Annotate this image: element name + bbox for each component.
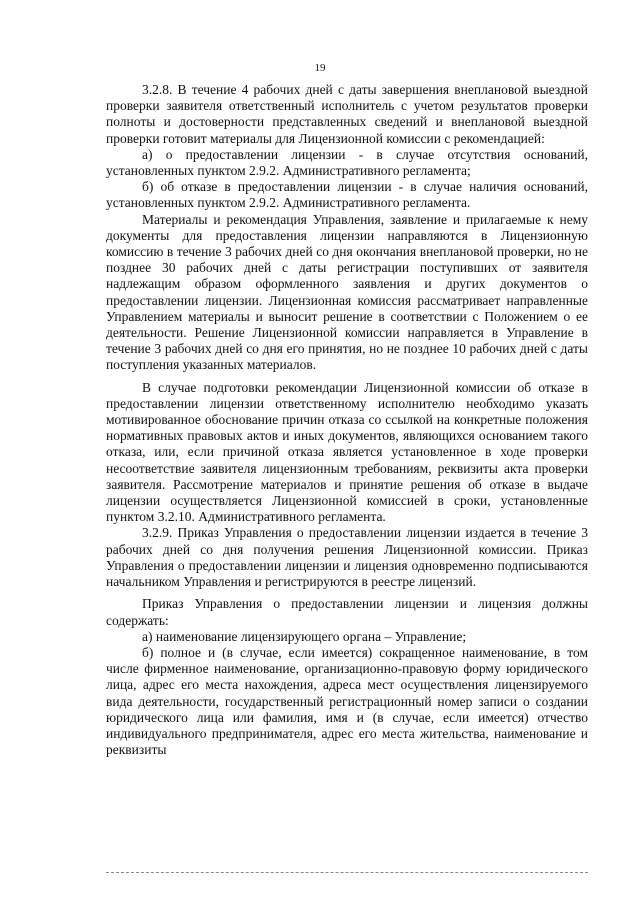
paragraph-3-2-8: 3.2.8. В течение 4 рабочих дней с даты завершения внеплановой выездной проверки заявителя ответственный исполнитель с учетом результатов проверки полноты и достоверности представленных сведений и внеплановой выездной проверки готовит материалы для Лицензионной комиссии с рекомендацией:	[106, 82, 588, 146]
page-number: 19	[314, 62, 326, 74]
footer-rule	[106, 872, 588, 873]
paragraph-order-contents: Приказ Управления о предоставлении лицензии и лицензия должны содержать:	[106, 596, 588, 628]
paragraph-contents-item-a: а) наименование лицензирующего органа – Управление;	[142, 628, 467, 644]
paragraph-contents-item-b: б) полное и (в случае, если имеется) сокращенное наименование, в том числе фирменное наименование, организационно-правовую форму юридического лица, адрес его места нахождения, адреса мест осуществления лицензируемого вида деятельности, государственный регистрационный номер записи о создании юридического лица или фамилия, имя и (в случае, если имеется) отчество индивидуального предпринимателя, адрес его места жительства, наименование и реквизиты	[106, 644, 588, 758]
paragraph-3-2-9: 3.2.9. Приказ Управления о предоставлении лицензии издается в течение 3 рабочих дней со дня получения решения Лицензионной комиссии. Приказ Управления о предоставлении лицензии и лицензия одновременно подписываются начальником Управления и регистрируются в реестре лицензий.	[106, 525, 588, 590]
paragraph-item-b-refuse: б) об отказе в предоставлении лицензии - в случае наличия оснований, установленных пунктом 2.9.2. Административного регламента.	[106, 179, 588, 211]
paragraph-refusal-recommendation: В случае подготовки рекомендации Лицензионной комиссии об отказе в предоставлении лицензии ответственному исполнителю необходимо указать мотивированное обоснование причин отказа со ссылкой на конкретные положения нормативных правовых актов и иных документов, являющихся основанием такого отказа, или, если причиной отказа является установленное в ходе проверки несоответствие заявителя лицензионным требованиям, реквизиты акта проверки заявителя. Рассмотрение материалов и принятие решения об отказе в выдаче лицензии осуществляется Лицензионной комиссией в сроки, установленные пунктом 3.2.10. Административного регламента.	[106, 379, 588, 525]
paragraph-item-a-grant: а) о предоставлении лицензии - в случае отсутствия оснований, установленных пунктом 2.9.2. Административного регламента;	[106, 146, 588, 179]
paragraph-materials: Материалы и рекомендация Управления, заявление и прилагаемые к нему документы для предоставления лицензии направляются в Лицензионную комиссию в течение 3 рабочих дней со дня окончания внеплановой проверки, но не позднее 30 рабочих дней с даты регистрации поступивших от заявителя надлежащим образом оформленного заявления и других документов о предоставлении лицензии. Лицензионная комиссия рассматривает направленные Управлением материалы и выносит решение в соответствии с Положением о ее деятельности. Решение Лицензионной комиссии направляется в Управление в течение 3 рабочих дней со дня его принятия, но не позднее 10 рабочих дней с даты поступления указанных материалов.	[106, 211, 588, 373]
document-body	[106, 82, 588, 758]
